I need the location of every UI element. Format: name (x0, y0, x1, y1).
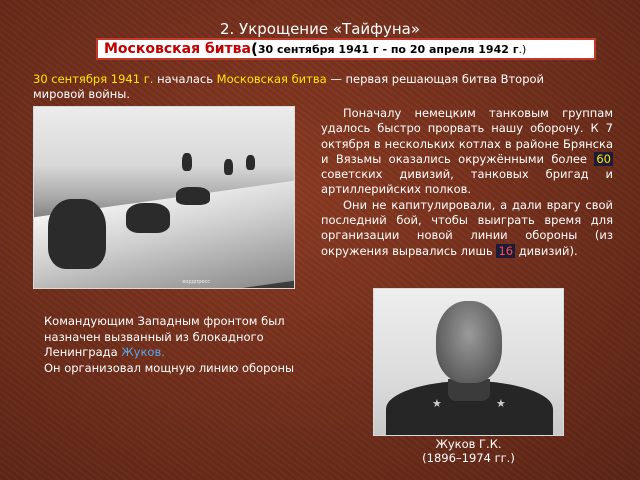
battle-photo (33, 106, 295, 289)
description-paragraph-1 (321, 106, 613, 198)
battle-dates-tail: .) (518, 42, 527, 56)
collar-star-icon: ★ (432, 397, 442, 410)
intro-date: 30 сентября 1941 г. (33, 72, 154, 86)
description-text (321, 106, 613, 259)
intro-battle-name: Московская битва (216, 72, 327, 86)
soldier-silhouette (246, 155, 255, 170)
battle-name: Московская битва (104, 41, 251, 57)
portrait-caption (373, 437, 564, 465)
description-paragraph-2 (321, 198, 613, 259)
battle-dates: 30 сентября 1941 г - по 20 апреля 1942 г (257, 42, 519, 56)
battle-title-box (96, 38, 596, 60)
commander-line-2: Он организовал мощную линию обороны (44, 360, 295, 375)
description-p1-part2: советских дивизий, танковых бригад и артиллерийских полков. (321, 167, 613, 197)
soldier-silhouette (48, 199, 106, 269)
battle-paren-open: ( (250, 40, 258, 58)
collar-star-icon: ★ (496, 397, 506, 410)
divisions-encircled-count: 60 (596, 151, 611, 166)
portrait-head (436, 301, 502, 383)
commander-text-part1: Командующим Западным фронтом был назначен вызванный из блокадного Ленинграда (44, 314, 285, 359)
soldier-silhouette (182, 153, 192, 171)
commander-text (44, 314, 334, 376)
description-p1-part1: Поначалу немецким танковым группам удалось быстро прорвать нашу оборону. К 7 октября в нескольких котлах в районе Брянска и Вязьмы оказались окружёнными более (321, 106, 613, 166)
intro-text-2: — первая решающая битва Второй мировой войны. (33, 72, 545, 101)
description-p2-part1: Они не капитулировали, а дали врагу свой последний бой, чтобы выиграть время для организации новой линии обороны (из окружения вырвались лишь (321, 197, 613, 258)
intro-text-1: началась (153, 72, 217, 86)
photo-watermark: вордпресс (182, 279, 210, 285)
commander-name: Жуков. (121, 345, 165, 359)
soldier-silhouette (224, 159, 233, 175)
soldier-silhouette (126, 203, 170, 233)
portrait-years: (1896–1974 гг.) (422, 451, 515, 465)
intro-paragraph (33, 72, 593, 102)
divisions-escaped-count: 16 (498, 243, 514, 258)
portrait-name: Жуков Г.К. (435, 437, 502, 451)
description-p2-part2: дивизий). (515, 243, 578, 258)
slide-title: 2. Укрощение «Тайфуна» (219, 20, 421, 38)
soldier-silhouette (176, 187, 210, 205)
portrait-photo (373, 288, 564, 436)
commander-line-1 (44, 314, 334, 361)
